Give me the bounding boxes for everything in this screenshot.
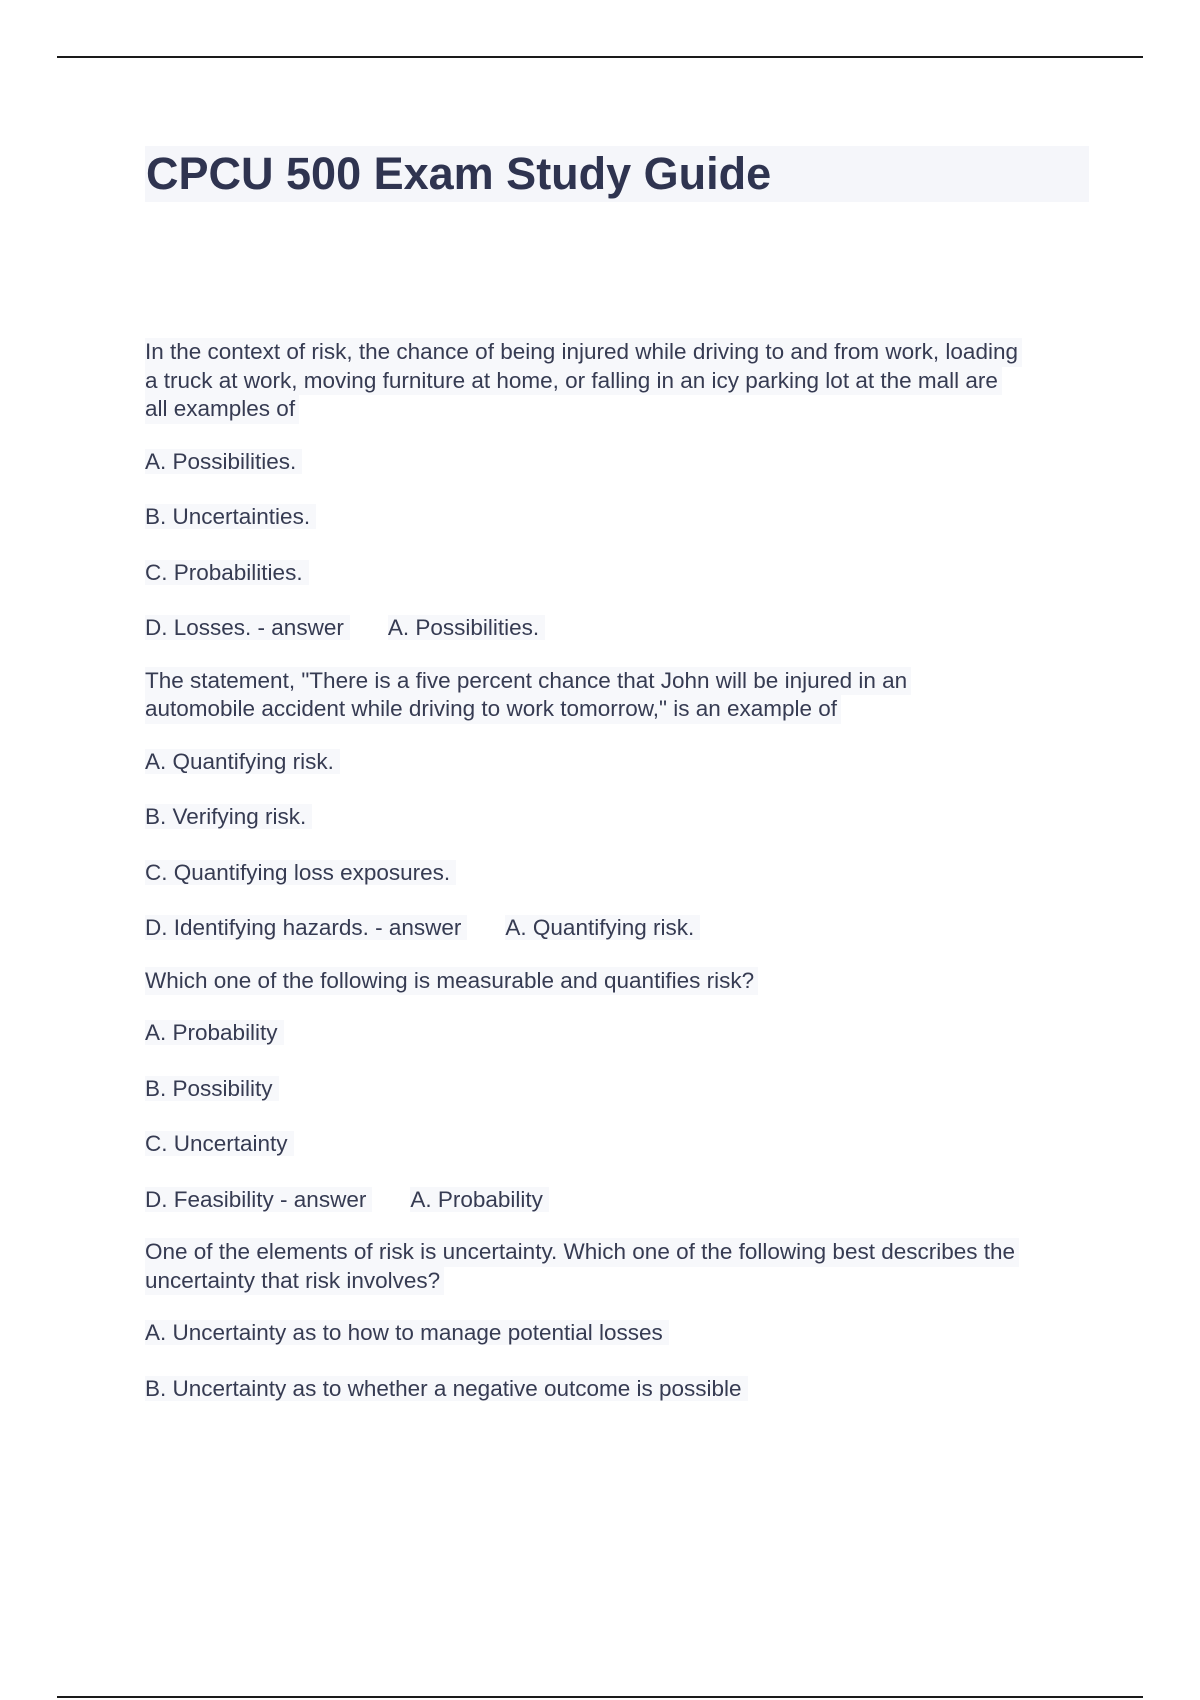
option-text: A. Possibilities.	[145, 449, 302, 474]
question-1-answer-line	[145, 614, 1095, 643]
document-title: CPCU 500 Exam Study Guide	[146, 148, 772, 199]
page-top-rule	[57, 56, 1143, 58]
question-3-option-c	[145, 1130, 1095, 1159]
question-1-option-c	[145, 559, 1095, 588]
option-text: C. Quantifying loss exposures.	[145, 860, 456, 885]
answer-value: A. Possibilities.	[388, 615, 545, 640]
question-3-answer-line	[145, 1186, 1095, 1215]
question-3-option-b	[145, 1075, 1095, 1104]
question-2-answer-line	[145, 914, 1095, 943]
question-3-text	[145, 967, 1095, 996]
question-line: In the context of risk, the chance of being injured while driving to and from work, loading	[145, 338, 1022, 367]
question-4-option-b	[145, 1375, 1095, 1404]
option-text: A. Uncertainty as to how to manage potential losses	[145, 1320, 669, 1345]
question-4-text	[145, 1238, 1095, 1295]
question-1-option-b	[145, 503, 1095, 532]
option-text: C. Uncertainty	[145, 1131, 294, 1156]
question-4-option-a	[145, 1319, 1095, 1348]
option-text: D. Identifying hazards.	[145, 915, 369, 940]
question-line: automobile accident while driving to work tomorrow," is an example of	[145, 695, 841, 724]
option-text: D. Losses.	[145, 615, 252, 640]
option-text: D. Feasibility	[145, 1186, 274, 1212]
question-2-option-c	[145, 859, 1095, 888]
answer-value: A. Probability	[410, 1187, 549, 1212]
question-3-option-a	[145, 1019, 1095, 1048]
question-2-option-b	[145, 803, 1095, 832]
document-body	[145, 338, 1095, 1430]
option-text: B. Possibility	[145, 1076, 279, 1101]
answer-value: A. Quantifying risk.	[505, 915, 700, 940]
option-text: C. Probabilities.	[145, 560, 309, 585]
option-text: B. Verifying risk.	[145, 804, 312, 829]
page-bottom-rule	[57, 1696, 1143, 1698]
question-2-text	[145, 667, 1095, 724]
question-line: Which one of the following is measurable and quantifies risk?	[145, 967, 758, 996]
option-text: B. Uncertainty as to whether a negative outcome is possible	[145, 1376, 748, 1401]
question-line: a truck at work, moving furniture at home, or falling in an icy parking lot at the mall are	[145, 367, 1002, 396]
question-line: uncertainty that risk involves?	[145, 1267, 444, 1296]
question-1-text	[145, 338, 1095, 424]
answer-marker: - answer	[368, 915, 462, 940]
option-text: A. Quantifying risk.	[145, 749, 340, 774]
question-line: The statement, "There is a five percent chance that John will be injured in an	[145, 667, 911, 696]
question-line: One of the elements of risk is uncertainty. Which one of the following best describes the	[145, 1238, 1019, 1267]
answer-marker: - answer	[273, 1186, 367, 1212]
question-1-option-a	[145, 448, 1095, 477]
option-text: A. Probability	[145, 1020, 284, 1045]
question-2-option-a	[145, 748, 1095, 777]
option-text: B. Uncertainties.	[145, 504, 316, 529]
question-line: all examples of	[145, 395, 299, 424]
answer-marker: - answer	[251, 615, 344, 640]
